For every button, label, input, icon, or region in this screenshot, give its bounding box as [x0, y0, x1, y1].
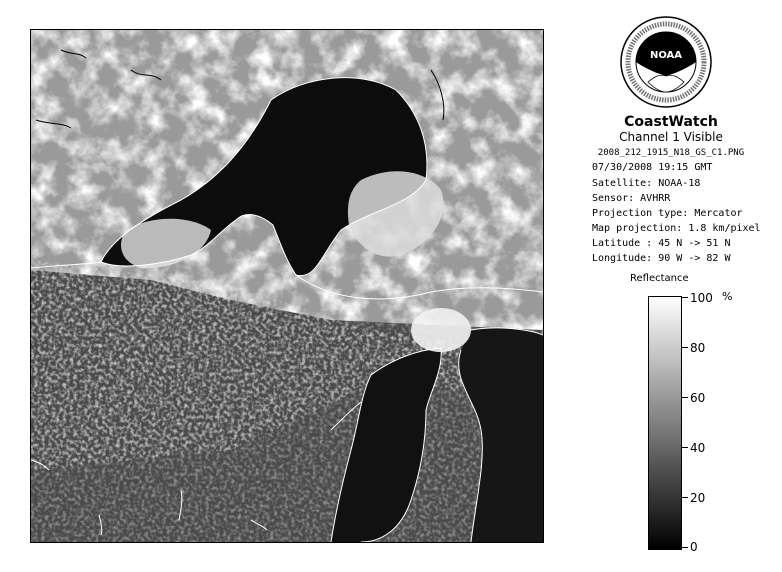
- straits-cloud: [411, 308, 471, 352]
- satellite-text: Satellite: NOAA-18: [592, 178, 701, 189]
- colorbar-tick-label: 0: [690, 540, 698, 554]
- sensor-text: Sensor: AVHRR: [592, 193, 671, 204]
- colorbar-title: Reflectance: [630, 273, 689, 284]
- colorbar-tick: [682, 447, 688, 448]
- colorbar-tick-label: 60: [690, 391, 706, 405]
- colorbar-tick-label: 20: [690, 491, 706, 505]
- logo-center-text: NOAA: [649, 50, 683, 61]
- satellite-image: [30, 29, 544, 543]
- colorbar-tick-label: 80: [690, 341, 706, 355]
- longitude-text: Longitude: 90 W -> 82 W: [592, 253, 731, 264]
- colorbar-tick: [682, 497, 688, 498]
- image-filename: 2008_212_1915_N18_GS_C1.PNG: [597, 148, 745, 158]
- latitude-text: Latitude : 45 N -> 51 N: [592, 238, 731, 249]
- projection-type-text: Projection type: Mercator: [592, 208, 743, 219]
- colorbar-tick: [682, 297, 688, 298]
- map-projection-text: Map projection: 1.8 km/pixel: [592, 223, 761, 234]
- colorbar-tick: [682, 397, 688, 398]
- satellite-image-svg: [31, 30, 543, 542]
- channel-subtitle: Channel 1 Visible: [619, 130, 723, 144]
- colorbar: [648, 296, 682, 550]
- colorbar-unit: %: [722, 290, 733, 303]
- colorbar-tick: [682, 547, 688, 548]
- colorbar-tick-label: 100: [690, 291, 713, 305]
- colorbar-tick-label: 40: [690, 441, 706, 455]
- colorbar-tick: [682, 347, 688, 348]
- noaa-logo-icon: [620, 16, 712, 108]
- product-title: CoastWatch: [624, 114, 718, 130]
- datetime-text: 07/30/2008 19:15 GMT: [592, 162, 713, 173]
